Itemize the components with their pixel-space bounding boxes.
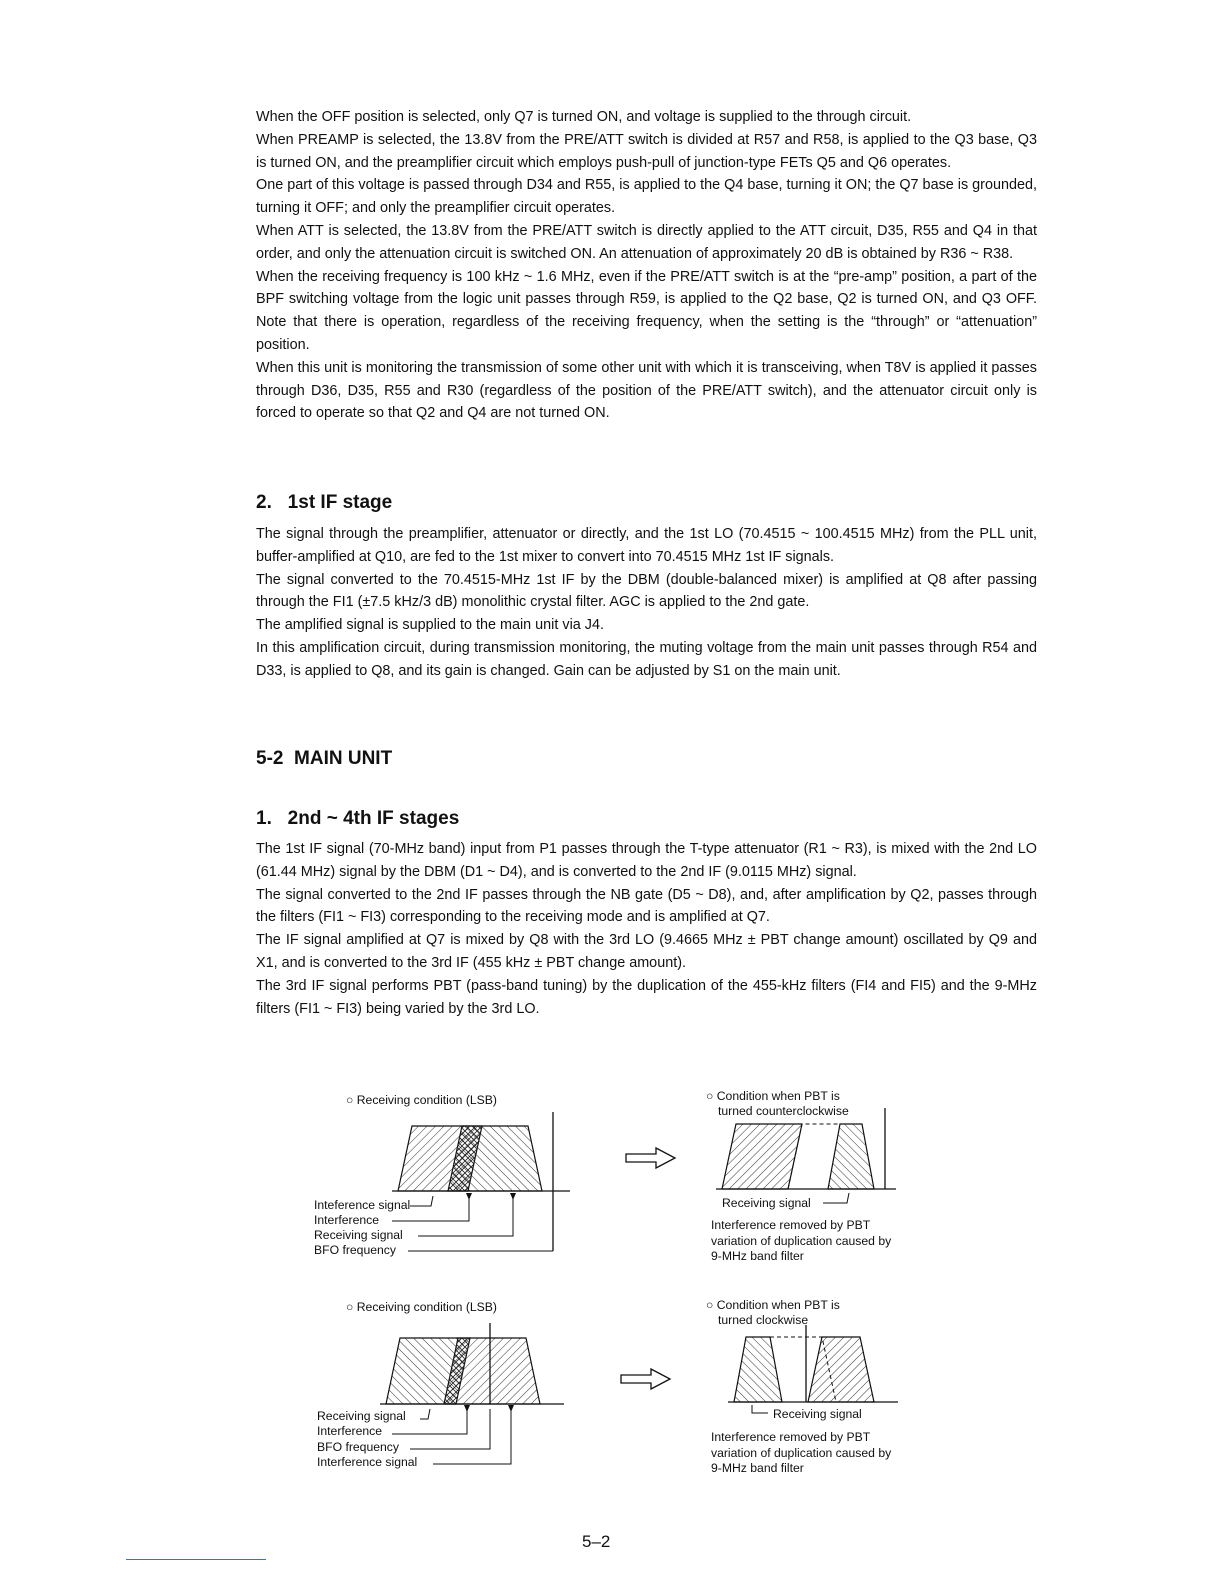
arrow-right-icon [626, 1148, 675, 1168]
arrow-right-icon [621, 1369, 670, 1389]
passband-right [808, 1337, 874, 1402]
figure-label: Receiving signal [773, 1407, 862, 1421]
figure-note: Interference removed by PBT variation of duplication caused by 9-MHz band filter [711, 1218, 892, 1263]
figure-caption: ○ Receiving condition (LSB) [346, 1093, 497, 1107]
passband-left [734, 1337, 782, 1402]
paragraph: The amplified signal is supplied to the main unit via J4. [256, 617, 604, 634]
figure-caption: turned counterclockwise [718, 1104, 849, 1118]
diagram-bottom-right [728, 1325, 898, 1413]
figure-label: Receiving signal [314, 1228, 403, 1242]
paragraph: One part of this voltage is passed through D34 and R55, is applied to the Q4 base, turning it ON; the Q7 base is grounded, turning it OFF; and only the preamplifier circuit operates. [256, 177, 1037, 217]
paragraph: The 1st IF signal (70-MHz band) input from P1 passes through the T-type attenuator (R1 ~ R3), is mixed with the 2nd LO (61.44 MHz) signal by the DBM (D1 ~ D4), and is converted to the 2nd IF (9.0115 MHz) signal. [256, 841, 1037, 880]
section-heading: 5-2 MAIN UNIT [256, 748, 393, 769]
paragraph: When ATT is selected, the 13.8V from the PRE/ATT switch is directly applied to the ATT circuit, D35, R55 and Q4 in that order, and only the attenuation circuit is switched ON. An attenuation of approximately 20 dB is obtained by R36 ~ R38. [256, 222, 1037, 262]
paragraph: The signal converted to the 70.4515-MHz 1st IF by the DBM (double-balanced mixer) is amplified at Q8 after passing through the FI1 (±7.5 kHz/3 dB) monolithic crystal filter. AGC is applied to the 2nd gate. [256, 571, 1037, 611]
passband-right [828, 1124, 874, 1189]
figure-label: Interference signal [317, 1455, 418, 1469]
paragraph: The 3rd IF signal performs PBT (pass-band tuning) by the duplication of the 455-kHz filters (FI4 and FI5) and the 9-MHz filters (FI1 ~ FI3) being varied by the 3rd LO. [256, 977, 1037, 1017]
figure-label: BFO frequency [314, 1243, 396, 1257]
paragraph: In this amplification circuit, during transmission monitoring, the muting voltage from the main unit passes through R54 and D33, is applied to Q8, and its gain is changed. Gain can be adjusted by S1 on the main unit. [256, 639, 1037, 679]
paragraph: When the receiving frequency is 100 kHz ~ 1.6 MHz, even if the PRE/ATT switch is at the “pre-amp” position, a part of the BPF switching voltage from the logic unit passes through R59, is applied to the Q2 base, Q2 is turned ON, and Q3 OFF. Note that there is operation, regardless of the receiving frequency, when the setting is the “through” or “attenuation” position. [256, 268, 1037, 353]
paragraph: When PREAMP is selected, the 13.8V from the PRE/ATT switch is divided at R57 and R58, is applied to the Q3 base, Q3 is turned ON, and the preamplifier circuit which employs push-pull of junction-type FETs Q5 and Q6 operates. [256, 131, 1037, 171]
figure-label: Interference [317, 1424, 383, 1438]
diagram-top-right [716, 1108, 896, 1203]
figure-caption: ○ Receiving condition (LSB) [346, 1300, 497, 1314]
diagram-top-left [392, 1112, 570, 1251]
footer-rule [126, 1559, 266, 1560]
figure-caption: ○ Condition when PBT is [706, 1089, 840, 1103]
figure-label: Receiving signal [722, 1196, 811, 1210]
paragraph: The signal converted to the 2nd IF passes through the NB gate (D5 ~ D8), and, after amplification by Q2, passes through the filters (FI1 ~ FI3) corresponding to the receiving mode and is amplified at Q7. [256, 886, 1037, 926]
paragraph: The signal through the preamplifier, attenuator or directly, and the 1st LO (70.4515 ~ 100.4515 MHz) from the PLL unit, buffer-amplified at Q10, are fed to the 1st mixer to convert into 70.4515 MHz 1st IF signals. [256, 526, 1037, 565]
paragraph: When this unit is monitoring the transmission of some other unit with which it is transceiving, when T8V is applied it passes through D36, D35, R55 and R30 (regardless of the position of the PRE/ATT switch), and the attenuator circuit only is forced to operate so that Q2 and Q4 are not turned ON. [256, 359, 1037, 422]
paragraph: The IF signal amplified at Q7 is mixed by Q8 with the 3rd LO (9.4665 MHz ± PBT change amount) oscillated by Q9 and X1, and is converted to the 3rd IF (455 kHz ± PBT change amount). [256, 932, 1037, 971]
section-heading: 2. 1st IF stage [256, 492, 393, 513]
figure-note: Interference removed by PBT variation of duplication caused by 9-MHz band filter [711, 1430, 892, 1475]
figure-caption: turned clockwise [718, 1313, 809, 1327]
section-heading: 1. 2nd ~ 4th IF stages [256, 808, 460, 829]
figure-caption: ○ Condition when PBT is [706, 1298, 840, 1312]
paragraph: When the OFF position is selected, only Q7 is turned ON, and voltage is supplied to the through circuit. [256, 109, 912, 125]
figure-label: Interference [314, 1213, 380, 1227]
figure-label: Receiving signal [317, 1409, 406, 1423]
diagram-bottom-left [380, 1323, 564, 1464]
figure-label: Inteference signal [314, 1198, 411, 1212]
figure-label: BFO frequency [317, 1440, 399, 1454]
page-number: 5–2 [582, 1532, 611, 1551]
